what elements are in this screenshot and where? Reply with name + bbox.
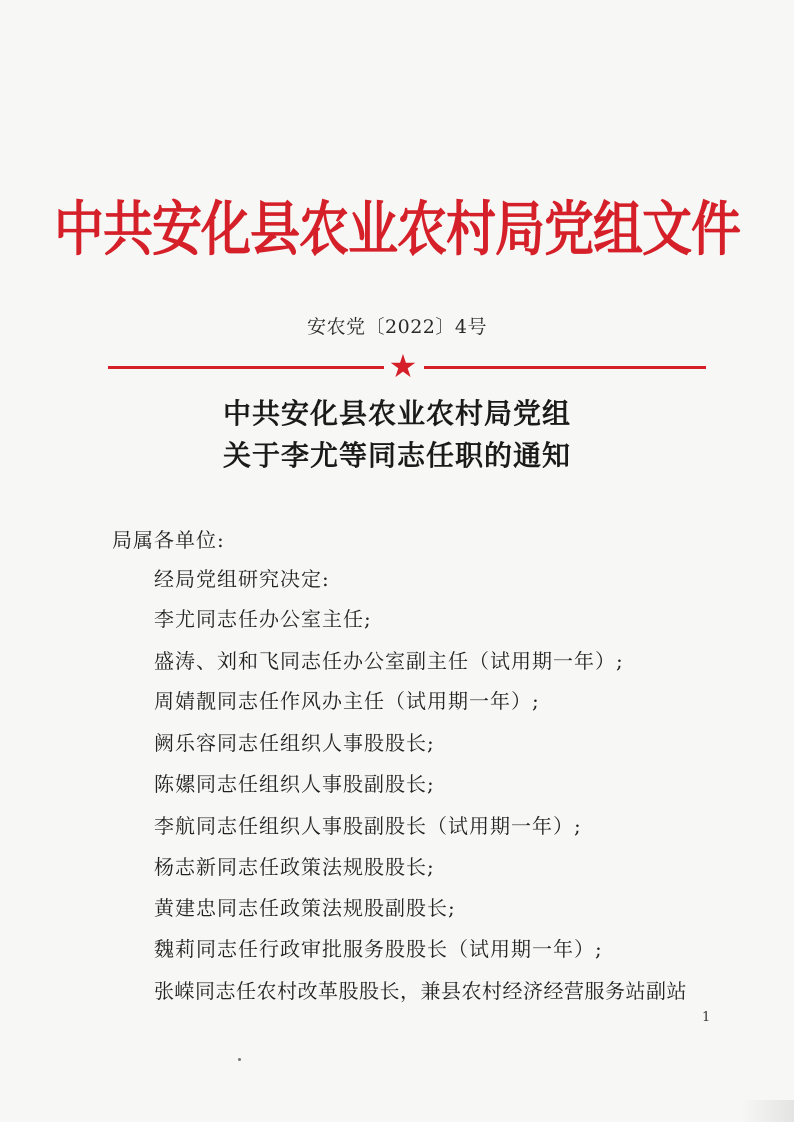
appointment-item: 周婧靓同志任作风办主任（试用期一年）; (154, 689, 540, 713)
appointment-item: 杨志新同志任政策法规股股长; (154, 855, 435, 879)
appointment-item: 李航同志任组织人事股副股长（试用期一年）; (154, 814, 582, 838)
notice-title-line-1: 中共安化县农业农村局党组 (222, 397, 571, 430)
page-number: 1 (702, 1010, 711, 1025)
scan-speck (238, 1058, 241, 1061)
document-header-title: 中共安化县农业农村局党组文件 (54, 193, 740, 264)
addressee: 局属各单位: (112, 528, 225, 552)
appointment-item: 魏莉同志任行政审批服务股股长（试用期一年）; (154, 937, 603, 961)
appointment-item: 黄建忠同志任政策法规股副股长; (154, 896, 456, 920)
appointment-item: 盛涛、刘和飞同志任办公室副主任（试用期一年）; (154, 649, 624, 673)
red-divider-left (108, 366, 384, 369)
appointment-item: 阙乐容同志任组织人事股股长; (154, 731, 435, 755)
red-divider-right (424, 366, 706, 369)
notice-title-line-2: 关于李尤等同志任职的通知 (222, 439, 571, 472)
intro-paragraph: 经局党组研究决定: (154, 567, 330, 591)
appointment-item: 张嵘同志任农村改革股股长，兼县农村经济经营服务站副站 (154, 979, 687, 1003)
scan-edge-shadow (740, 1100, 794, 1122)
document-number: 安农党〔2022〕4号 (307, 316, 487, 338)
star-icon: ★ (388, 347, 418, 385)
appointment-item: 陈嫘同志任组织人事股副股长; (154, 772, 435, 796)
appointment-item: 李尤同志任办公室主任; (154, 607, 372, 631)
